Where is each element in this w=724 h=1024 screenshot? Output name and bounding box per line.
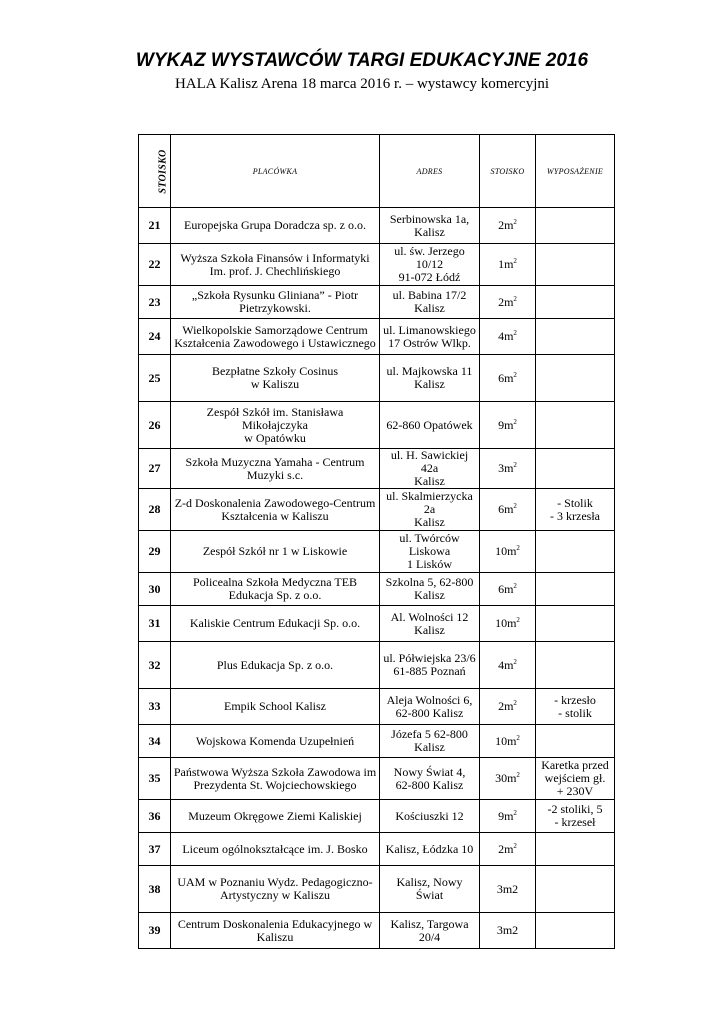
row-equipment: - Stolik - 3 krzesła bbox=[536, 489, 615, 531]
row-area bbox=[480, 573, 536, 606]
row-area bbox=[480, 449, 536, 489]
row-area-unit-exponent: 2 bbox=[513, 581, 517, 590]
row-area bbox=[480, 489, 536, 531]
row-address: ul. Skalmierzycka 2a Kalisz bbox=[380, 489, 480, 531]
row-area bbox=[480, 866, 536, 913]
table-row bbox=[139, 286, 615, 319]
row-address: Al. Wolności 12 Kalisz bbox=[380, 606, 480, 642]
header-stoisko-rotated-label: STOISKO bbox=[157, 148, 169, 194]
row-area bbox=[480, 402, 536, 449]
row-number: 38 bbox=[139, 866, 171, 913]
exhibitors-table bbox=[138, 134, 615, 949]
row-name: „Szkoła Rysunku Gliniana” - Piotr Pietrzykowski. bbox=[171, 286, 380, 319]
row-area-value: 2m bbox=[498, 294, 514, 309]
row-name: Muzeum Okręgowe Ziemi Kaliskiej bbox=[171, 800, 380, 833]
row-name: Wielkopolskie Samorządowe Centrum Kształcenia Zawodowego i Ustawicznego bbox=[171, 319, 380, 355]
row-area-value: 4m bbox=[498, 329, 514, 343]
row-area-value: 3m2 bbox=[496, 923, 519, 937]
row-area-value: 6m bbox=[498, 370, 514, 385]
row-area-unit-exponent: 2 bbox=[516, 616, 520, 624]
row-number: 34 bbox=[139, 725, 171, 758]
header-placowka: PLACÓWKA bbox=[171, 135, 380, 208]
row-name: Wyższa Szkoła Finansów i Informatyki Im. prof. J. Chechlińskiego bbox=[171, 244, 380, 286]
table-row bbox=[139, 319, 615, 355]
row-area bbox=[480, 833, 536, 866]
table-row bbox=[139, 573, 615, 606]
table-row bbox=[139, 725, 615, 758]
row-equipment bbox=[536, 642, 615, 689]
row-area bbox=[480, 758, 536, 800]
row-area-unit-exponent: 2 bbox=[516, 771, 520, 779]
table-row bbox=[139, 913, 615, 949]
row-number: 29 bbox=[139, 531, 171, 573]
row-address: ul. Limanowskiego 17 Ostrów Wlkp. bbox=[380, 319, 480, 355]
row-area-value: 9m bbox=[498, 417, 514, 432]
row-number: 24 bbox=[139, 319, 171, 355]
row-equipment bbox=[536, 725, 615, 758]
row-area-value: 2m bbox=[498, 699, 514, 713]
row-area-unit-exponent: 2 bbox=[513, 502, 517, 510]
table-row bbox=[139, 531, 615, 573]
header-wyposazenie: WYPOSAŻENIE bbox=[536, 135, 615, 208]
row-number: 33 bbox=[139, 689, 171, 725]
row-equipment bbox=[536, 244, 615, 286]
row-equipment bbox=[536, 833, 615, 866]
header-stoisko-rotated bbox=[139, 135, 171, 208]
row-equipment: - krzesło - stolik bbox=[536, 689, 615, 725]
row-area-unit-exponent: 2 bbox=[513, 417, 517, 426]
row-area-unit-exponent: 2 bbox=[513, 370, 517, 379]
row-area-unit-exponent: 2 bbox=[513, 294, 517, 303]
row-equipment: -2 stoliki, 5 - krzeseł bbox=[536, 800, 615, 833]
row-equipment bbox=[536, 866, 615, 913]
document-subtitle: HALA Kalisz Arena 18 marca 2016 r. – wystawcy komercyjni bbox=[174, 76, 550, 92]
row-area-value: 9m bbox=[498, 808, 514, 823]
row-area-value: 10m bbox=[495, 616, 517, 630]
row-address: ul. Twórców Liskowa 1 Lisków bbox=[380, 531, 480, 573]
row-area-value: 6m bbox=[498, 581, 514, 596]
row-area bbox=[480, 800, 536, 833]
row-equipment bbox=[536, 531, 615, 573]
row-name: Liceum ogólnokształcące im. J. Bosko bbox=[171, 833, 380, 866]
row-address: ul. św. Jerzego 10/12 91-072 Łódź bbox=[380, 244, 480, 286]
row-area-value: 30m bbox=[495, 771, 517, 785]
row-area bbox=[480, 642, 536, 689]
row-address: Kościuszki 12 bbox=[380, 800, 480, 833]
row-equipment bbox=[536, 319, 615, 355]
row-area-unit-exponent: 2 bbox=[513, 218, 517, 226]
row-area bbox=[480, 319, 536, 355]
row-area-unit-exponent: 2 bbox=[513, 841, 517, 850]
row-name: Z-d Doskonalenia Zawodowego-Centrum Kształcenia w Kaliszu bbox=[171, 489, 380, 531]
row-number: 31 bbox=[139, 606, 171, 642]
row-area bbox=[480, 208, 536, 244]
header-stoisko: STOISKO bbox=[480, 135, 536, 208]
row-area-unit-exponent: 2 bbox=[513, 329, 517, 337]
row-name: Wojskowa Komenda Uzupełnień bbox=[171, 725, 380, 758]
row-area bbox=[480, 286, 536, 319]
table-row bbox=[139, 642, 615, 689]
row-address: Aleja Wolności 6, 62-800 Kalisz bbox=[380, 689, 480, 725]
row-equipment bbox=[536, 606, 615, 642]
row-name: Szkoła Muzyczna Yamaha - Centrum Muzyki s.c. bbox=[171, 449, 380, 489]
row-equipment bbox=[536, 402, 615, 449]
row-address: 62-860 Opatówek bbox=[380, 402, 480, 449]
row-name: Zespół Szkół im. Stanisława Mikołajczyka w Opatówku bbox=[171, 402, 380, 449]
row-area-value: 6m bbox=[498, 502, 514, 516]
row-equipment bbox=[536, 286, 615, 319]
row-name: Policealna Szkoła Medyczna TEB Edukacja Sp. z o.o. bbox=[171, 573, 380, 606]
table-body bbox=[139, 208, 615, 949]
table-header-row bbox=[139, 135, 615, 208]
row-area bbox=[480, 725, 536, 758]
row-address: Kalisz, Nowy Świat bbox=[380, 866, 480, 913]
row-number: 32 bbox=[139, 642, 171, 689]
row-address: Szkolna 5, 62-800 Kalisz bbox=[380, 573, 480, 606]
row-number: 27 bbox=[139, 449, 171, 489]
row-equipment bbox=[536, 208, 615, 244]
row-address: ul. Majkowska 11 Kalisz bbox=[380, 355, 480, 402]
row-name: UAM w Poznaniu Wydz. Pedagogiczno- Artystyczny w Kaliszu bbox=[171, 866, 380, 913]
row-area-value: 10m bbox=[495, 733, 517, 748]
row-name: Europejska Grupa Doradcza sp. z o.o. bbox=[171, 208, 380, 244]
row-area-unit-exponent: 2 bbox=[513, 808, 517, 817]
row-equipment bbox=[536, 913, 615, 949]
row-name: Kaliskie Centrum Edukacji Sp. o.o. bbox=[171, 606, 380, 642]
row-area-value: 3m2 bbox=[496, 881, 519, 896]
row-area bbox=[480, 244, 536, 286]
table-row bbox=[139, 800, 615, 833]
row-address: Serbinowska 1a, Kalisz bbox=[380, 208, 480, 244]
row-equipment bbox=[536, 355, 615, 402]
row-number: 35 bbox=[139, 758, 171, 800]
row-area-value: 2m bbox=[498, 841, 514, 856]
table-row bbox=[139, 489, 615, 531]
row-name: Państwowa Wyższa Szkoła Zawodowa im Prezydenta St. Wojciechowskiego bbox=[171, 758, 380, 800]
row-area-unit-exponent: 2 bbox=[516, 544, 520, 552]
row-number: 25 bbox=[139, 355, 171, 402]
row-address: Józefa 5 62-800 Kalisz bbox=[380, 725, 480, 758]
row-address: ul. Babina 17/2 Kalisz bbox=[380, 286, 480, 319]
row-area-value: 3m bbox=[498, 461, 514, 475]
row-number: 30 bbox=[139, 573, 171, 606]
row-number: 36 bbox=[139, 800, 171, 833]
row-area-value: 4m bbox=[498, 657, 514, 672]
table-row bbox=[139, 866, 615, 913]
header-adres: ADRES bbox=[380, 135, 480, 208]
row-number: 21 bbox=[139, 208, 171, 244]
row-area bbox=[480, 531, 536, 573]
table-row bbox=[139, 244, 615, 286]
row-number: 39 bbox=[139, 913, 171, 949]
row-name: Empik School Kalisz bbox=[171, 689, 380, 725]
row-number: 23 bbox=[139, 286, 171, 319]
row-number: 37 bbox=[139, 833, 171, 866]
row-area-unit-exponent: 2 bbox=[513, 461, 517, 469]
row-address: Nowy Świat 4, 62-800 Kalisz bbox=[380, 758, 480, 800]
row-area-unit-exponent: 2 bbox=[513, 257, 517, 265]
table-row bbox=[139, 689, 615, 725]
table-row bbox=[139, 449, 615, 489]
row-address: Kalisz, Łódzka 10 bbox=[380, 833, 480, 866]
row-area bbox=[480, 606, 536, 642]
row-area bbox=[480, 689, 536, 725]
table-row bbox=[139, 833, 615, 866]
row-address: Kalisz, Targowa 20/4 bbox=[380, 913, 480, 949]
row-area-value: 2m bbox=[498, 218, 514, 232]
row-address: ul. Półwiejska 23/6 61-885 Poznań bbox=[380, 642, 480, 689]
row-equipment bbox=[536, 573, 615, 606]
row-area-value: 10m bbox=[495, 544, 517, 558]
row-name: Plus Edukacja Sp. z o.o. bbox=[171, 642, 380, 689]
row-number: 22 bbox=[139, 244, 171, 286]
table-row bbox=[139, 758, 615, 800]
table-row bbox=[139, 355, 615, 402]
document-title: WYKAZ WYSTAWCÓW TARGI EDUKACYJNE 2016 bbox=[135, 50, 589, 71]
row-equipment: Karetka przed wejściem gł. + 230V bbox=[536, 758, 615, 800]
row-area-unit-exponent: 2 bbox=[513, 657, 517, 666]
row-area bbox=[480, 355, 536, 402]
table-row bbox=[139, 606, 615, 642]
row-number: 28 bbox=[139, 489, 171, 531]
row-area-unit-exponent: 2 bbox=[513, 699, 517, 707]
table-row bbox=[139, 402, 615, 449]
row-name: Bezpłatne Szkoły Cosinus w Kaliszu bbox=[171, 355, 380, 402]
row-area bbox=[480, 913, 536, 949]
row-name: Centrum Doskonalenia Edukacyjnego w Kaliszu bbox=[171, 913, 380, 949]
row-area-unit-exponent: 2 bbox=[516, 733, 520, 742]
row-address: ul. H. Sawickiej 42a Kalisz bbox=[380, 449, 480, 489]
row-area-value: 1m bbox=[498, 257, 514, 271]
row-name: Zespół Szkół nr 1 w Liskowie bbox=[171, 531, 380, 573]
row-number: 26 bbox=[139, 402, 171, 449]
table-row bbox=[139, 208, 615, 244]
row-equipment bbox=[536, 449, 615, 489]
